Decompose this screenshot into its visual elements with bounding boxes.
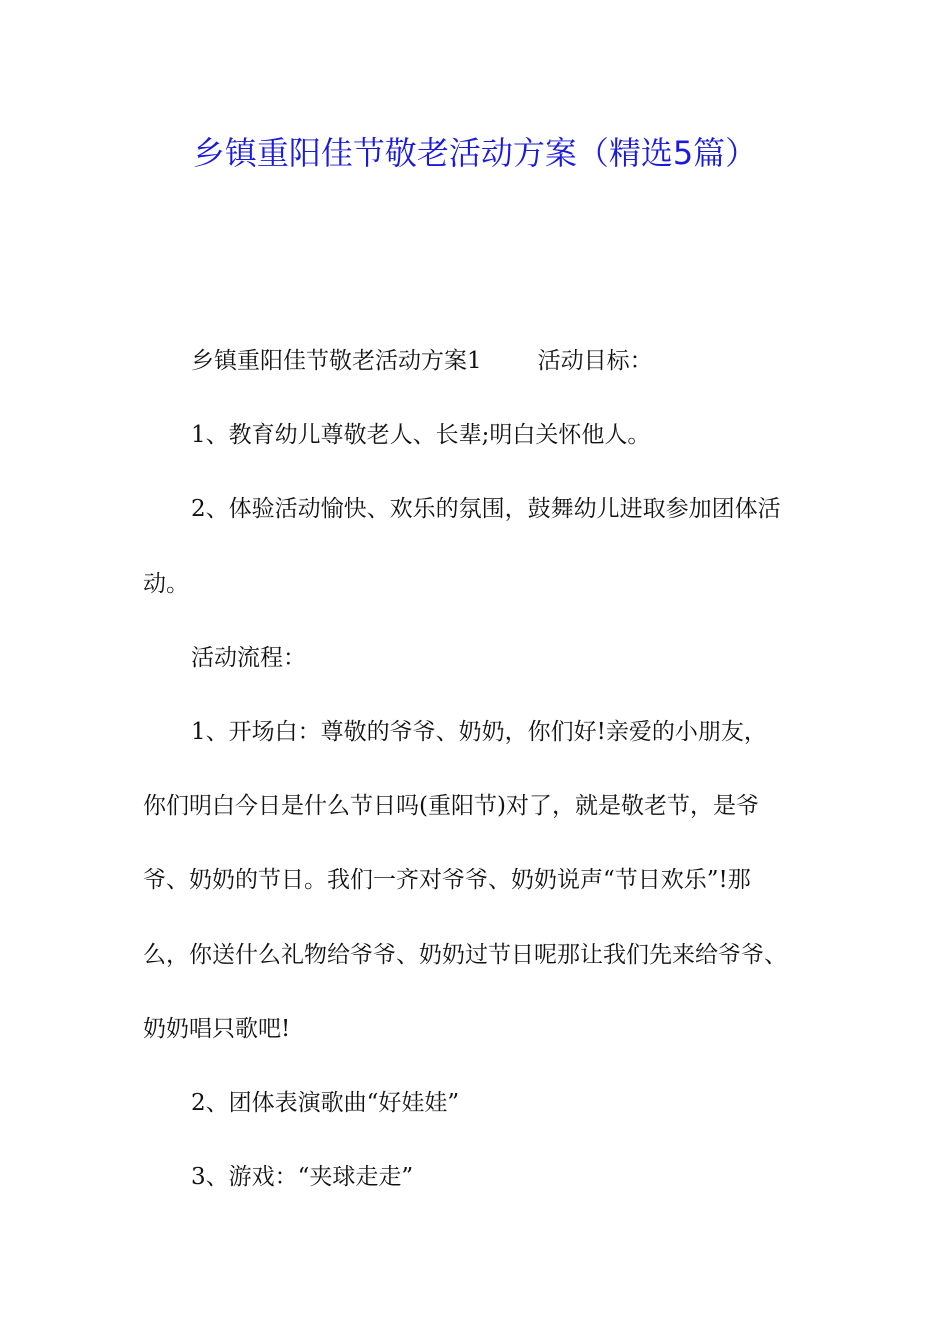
goal-label: 活动目标： <box>537 348 653 374</box>
section-heading-line <box>143 338 833 412</box>
paragraph-goal-1: 1、教育幼儿尊敬老人、长辈;明白关怀他人。 <box>191 422 651 449</box>
paragraph-flow-3: 3、游戏：“夹球走走” <box>191 1164 414 1191</box>
paragraph-goal-2-line1: 2、体验活动愉快、欢乐的氛围，鼓舞幼儿进取参加团体活 <box>191 496 781 523</box>
paragraph-goal-2-line2: 动。 <box>143 570 189 597</box>
paragraph-flow-1-line3: 爷、奶奶的节日。我们一齐对爷爷、奶奶说声“节日欢乐”!那 <box>143 867 751 894</box>
section-heading: 乡镇重阳佳节敬老活动方案1 <box>191 348 482 374</box>
document-title: 乡镇重阳佳节敬老活动方案（精选5篇） <box>192 134 758 172</box>
paragraph-flow-1-line4: 么，你送什么礼物给爷爷、奶奶过节日呢那让我们先来给爷爷、 <box>143 941 787 968</box>
document-body <box>143 338 833 1228</box>
paragraph-flow-1-line5: 奶奶唱只歌吧! <box>143 1015 291 1042</box>
paragraph-flow-1-line1: 1、开场白：尊敬的爷爷、奶奶，你们好!亲爱的小朋友， <box>191 718 767 745</box>
paragraph-flow-2: 2、团体表演歌曲“好娃娃” <box>191 1089 460 1116</box>
paragraph-flow-1-line2: 你们明白今日是什么节日吗(重阳节)对了，就是敬老节，是爷 <box>143 793 759 820</box>
flow-label: 活动流程： <box>191 644 306 671</box>
